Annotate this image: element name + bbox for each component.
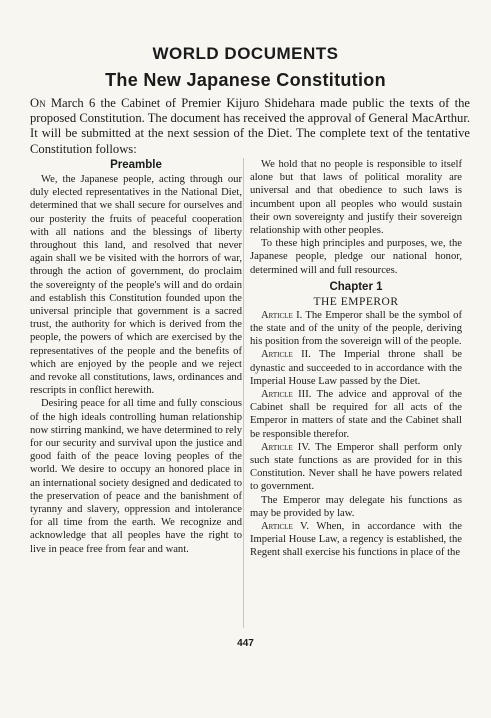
article-5: [250, 520, 462, 560]
document-title: The New Japanese Constitution: [105, 70, 386, 90]
article-label: Article III.: [261, 389, 312, 401]
intro-paragraph: [30, 96, 470, 157]
article-label: Article I.: [261, 309, 303, 321]
article-text: The Imperial throne shall be dynastic and succeeded to in accordance with the Imperial House Law passed by the Diet.: [250, 349, 462, 387]
left-column: [30, 158, 242, 556]
right-column: [250, 158, 462, 560]
preamble-paragraph-2: Desiring peace for all time and fully conscious of the high ideals controlling human relationship now stirring mankind, we have determined to rely for our security and survival upon the justice and good faith of the peace loving peoples of the world. We desire to occupy an honored place in an international society designed and dedicated to the preservation of peace and the banishment of tyranny and slavery, oppression and intolerance for all time from the earth. We recognize and acknowledge that all peoples have the right to live in peace free from fear and want.: [30, 398, 242, 555]
article-3: [250, 388, 462, 441]
article-text: The Emperor shall perform only such state functions as are provided for in this Constitution. Never shall he have powers related to government.: [250, 441, 463, 493]
article-label: Article V.: [261, 521, 309, 533]
preamble-heading: Preamble: [110, 159, 162, 171]
article-label: Article IV.: [261, 441, 311, 453]
preamble-paragraph-4: To these high principles and purposes, we, the Japanese people, pledge our national honor, determined will and full resources.: [250, 238, 462, 276]
article-4: [250, 441, 462, 494]
column-divider: [243, 158, 244, 628]
chapter-heading: Chapter 1: [329, 280, 383, 293]
article-text: The Emperor shall be the symbol of the state and of the unity of the people, deriving his position from the sovereign will of the people.: [250, 309, 462, 348]
intro-text: March 6 the Cabinet of Premier Kijuro Shidehara made public the texts of the proposed Constitution. The document has received the approval of General MacArthur. It will be submitted at the next session of the Diet. The complete text of the tentative Constitution follows:: [30, 96, 470, 156]
article-1: [250, 309, 462, 349]
article-text: The advice and approval of the Cabinet shall be required for all acts of the Emperor in matters of state and the Cabinet shall be responsible therefor.: [250, 389, 463, 440]
preamble-paragraph-1: We, the Japanese people, acting through our duly elected representatives in the National Diet, determined that we shall secure for ourselves and our posterity the fruits of peaceful cooperation with all nations and the blessings of liberty throughout this land, and resolved that never again shall we be visited with the horrors of war, through the action of government, do proclaim the sovereignty of the people's will and do ordain and establish this Constitution founded upon the universal principle that government is a sacred trust, the authority for which is derived from the people, the powers of which are exercised by the representatives of the people and the benefits of which are enjoyed by the people and we reject and revoke all constitutions, laws, ordinances and rescripts in conflict herewith.: [30, 174, 242, 397]
article-label: Article II.: [261, 349, 311, 361]
preamble-paragraph-3: We hold that no people is responsible to itself alone but that laws of political morality are universal and that obedience to such laws is incumbent upon all peoples who would sustain their own sovereignty and justify their sovereign relationship with other peoples.: [250, 159, 462, 237]
chapter-subheading: THE EMPEROR: [313, 295, 399, 308]
intro-lead: On: [30, 96, 46, 110]
page-number: 447: [237, 638, 254, 649]
section-kicker: WORLD DOCUMENTS: [152, 44, 339, 63]
article-2: [250, 348, 462, 388]
article-text: When, in accordance with the Imperial House Law, a regency is established, the Regent shall exercise his functions in place of the: [250, 521, 463, 559]
article-4-continuation: The Emperor may delegate his functions as may be provided by law.: [250, 494, 462, 519]
